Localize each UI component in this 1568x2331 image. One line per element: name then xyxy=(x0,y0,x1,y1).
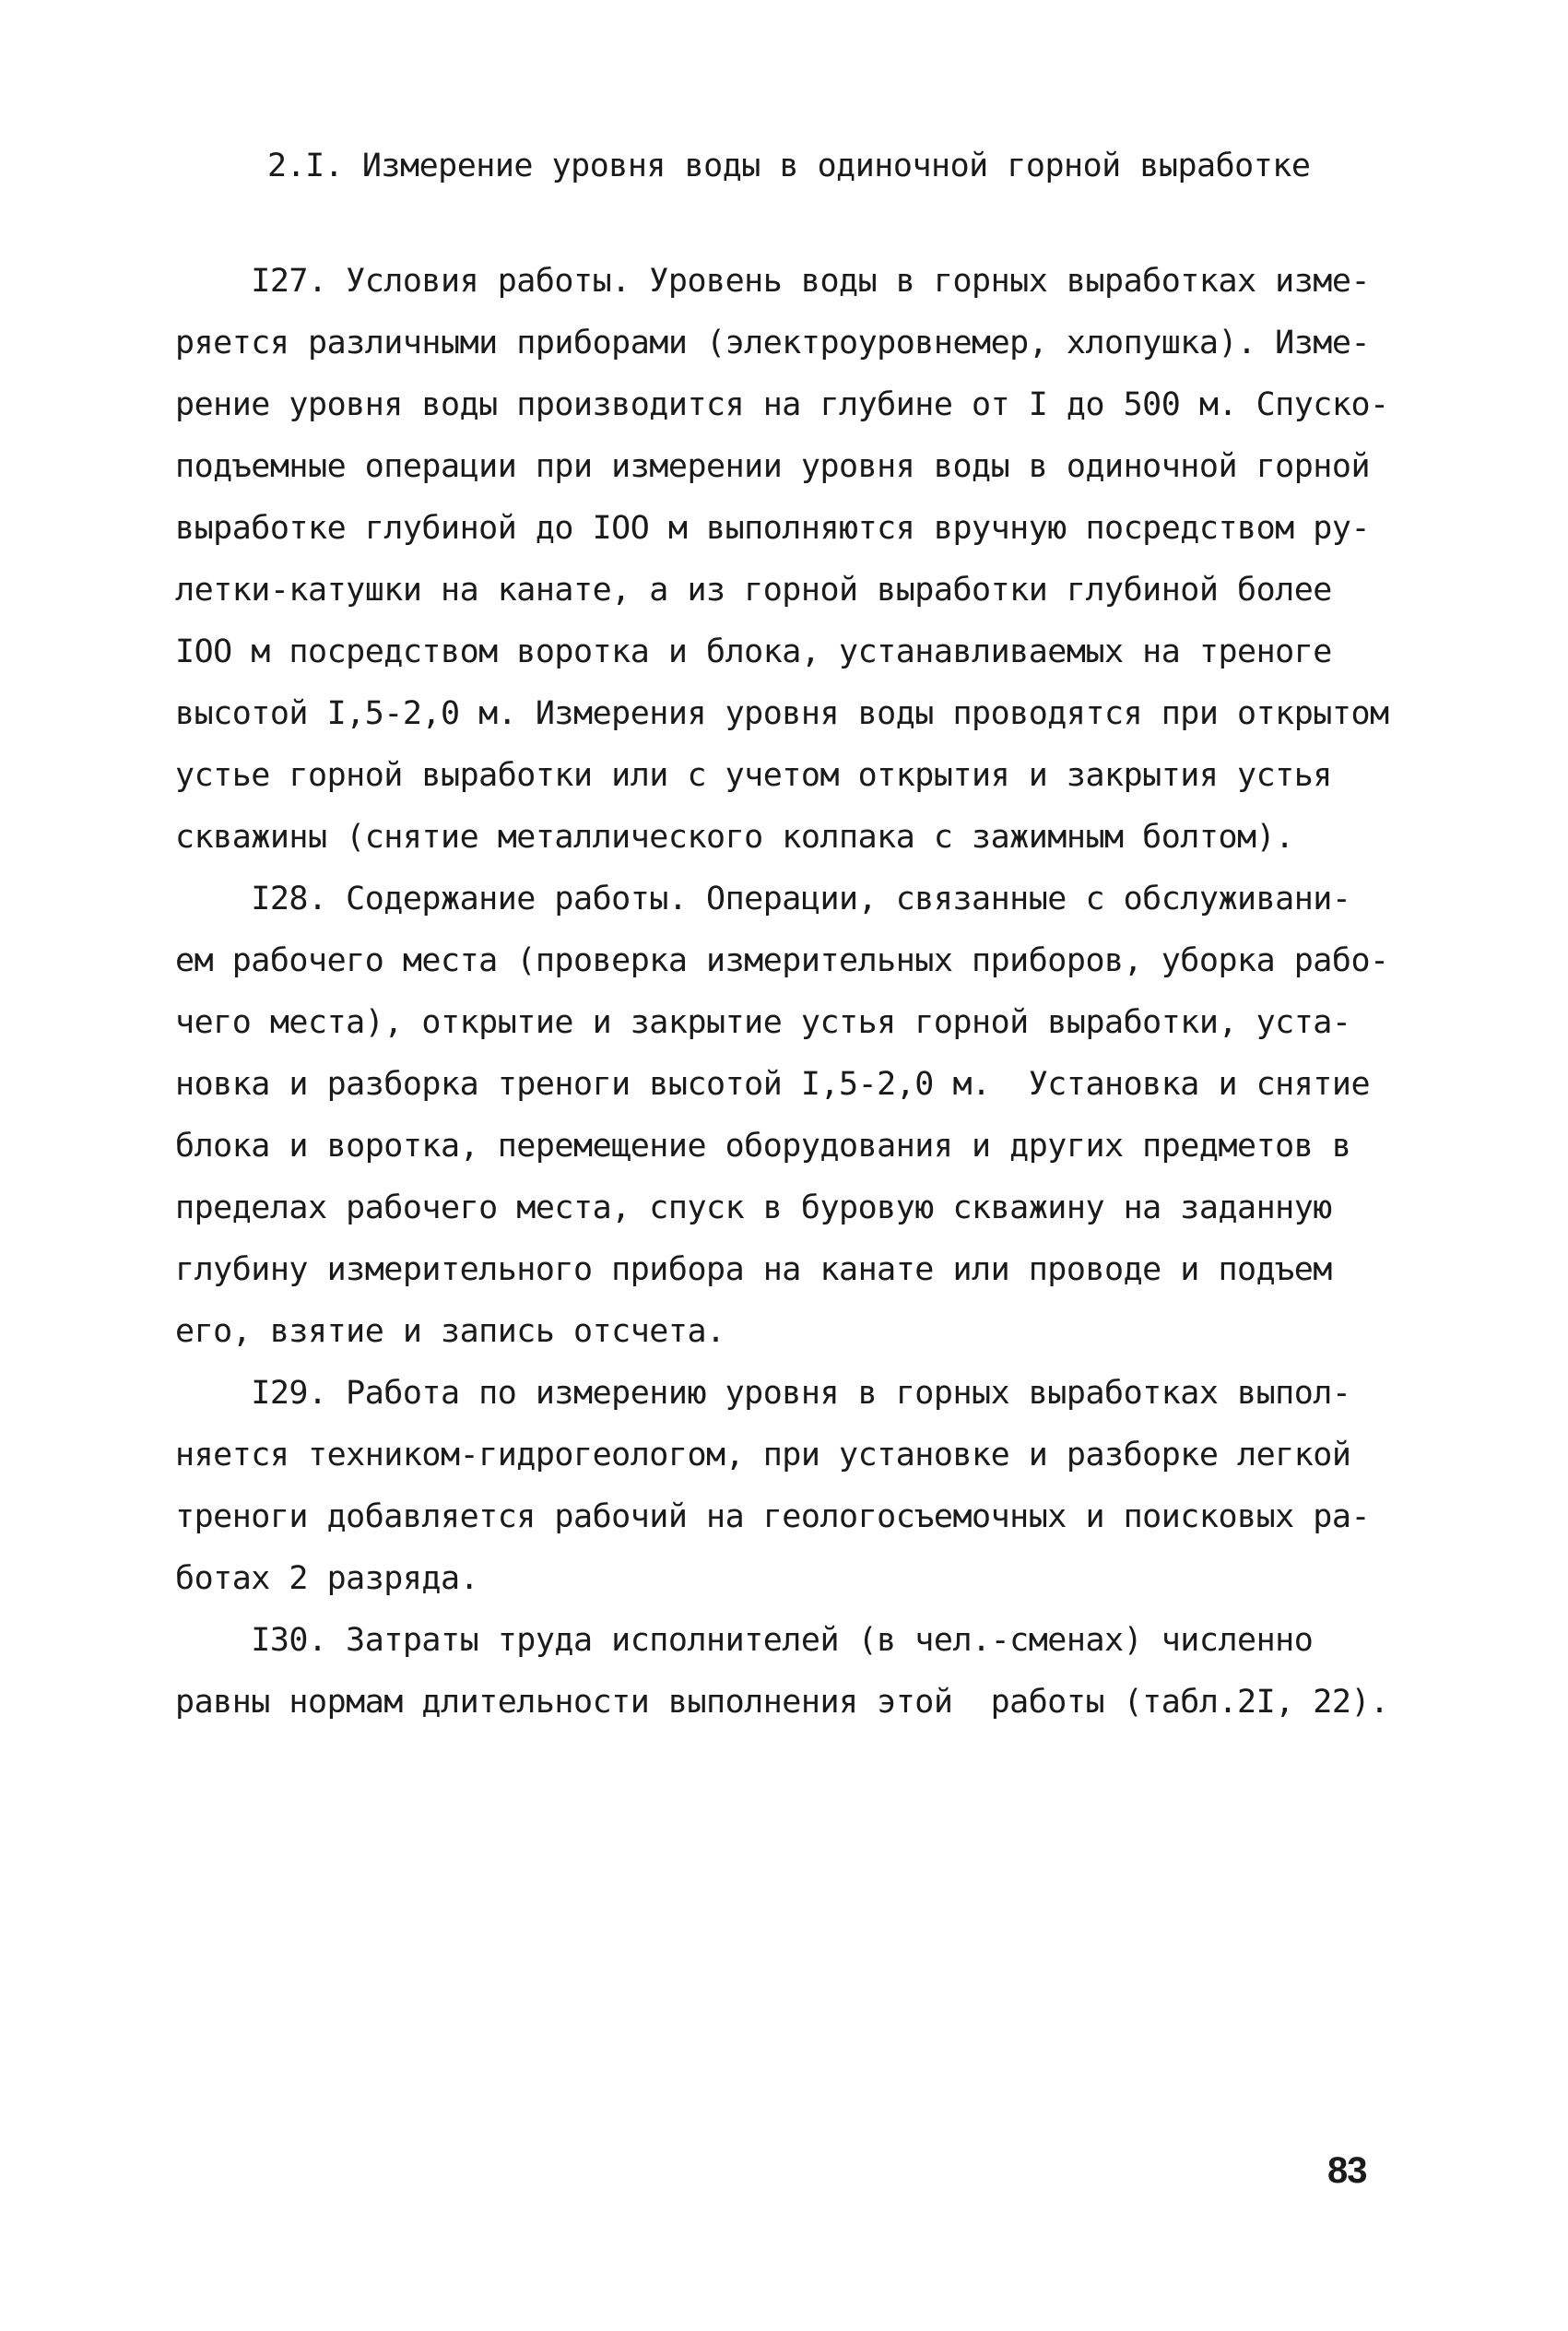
section-heading: 2.I. Измерение уровня воды в одиночной горной выработке xyxy=(267,148,1311,184)
text-line: глубину измерительного прибора на канате или проводе и подъем xyxy=(175,1251,1332,1288)
paragraph-129 xyxy=(175,1363,1410,1610)
text-line: равны нормам длительности выполнения этой работы (табл.2I, 22). xyxy=(175,1684,1389,1721)
text-line: его, взятие и запись отсчета. xyxy=(175,1313,725,1350)
text-line: ем рабочего места (проверка измерительных приборов, уборка рабо- xyxy=(175,942,1389,979)
text-line: треноги добавляется рабочий на геологосъемочных и поисковых ра- xyxy=(175,1498,1371,1535)
text-line: устье горной выработки или с учетом открытия и закрытия устья xyxy=(175,757,1332,794)
page-number: 83 xyxy=(1327,2150,1367,2191)
text-line: I29. Работа по измерению уровня в горных выработках выпол- xyxy=(175,1375,1351,1412)
text-line: I27. Условия работы. Уровень воды в горных выработках изме- xyxy=(175,263,1371,300)
text-line: няется техником-гидрогеологом, при установке и разборке легкой xyxy=(175,1437,1351,1473)
text-line: блока и воротка, перемещение оборудования и других предметов в xyxy=(175,1128,1351,1165)
text-line: чего места), открытие и закрытие устья горной выработки, уста- xyxy=(175,1004,1351,1041)
text-line: летки-катушки на канате, а из горной выработки глубиной более xyxy=(175,572,1332,609)
text-line: I28. Содержание работы. Операции, связанные с обслуживани- xyxy=(175,881,1351,917)
text-line: IOO м посредством воротка и блока, устанавливаемых на треноге xyxy=(175,633,1332,670)
paragraph-127 xyxy=(175,251,1410,869)
text-line: подъемные операции при измерении уровня воды в одиночной горной xyxy=(175,448,1371,485)
text-line: ряется различными приборами (электроуровнемер, хлопушка). Изме- xyxy=(175,325,1371,361)
text-line: выработке глубиной до IOO м выполняются вручную посредством ру- xyxy=(175,510,1371,547)
text-line: новка и разборка треноги высотой I,5-2,0 м. Установка и снятие xyxy=(175,1066,1371,1103)
text-line: пределах рабочего места, спуск в буровую скважину на заданную xyxy=(175,1189,1332,1226)
paragraph-130 xyxy=(175,1610,1410,1733)
text-line: высотой I,5-2,0 м. Измерения уровня воды проводятся при открытом xyxy=(175,695,1389,732)
text-line: I30. Затраты труда исполнителей (в чел.-сменах) численно xyxy=(175,1622,1314,1659)
paragraph-128 xyxy=(175,869,1410,1363)
text-line: рение уровня воды производится на глубине от I до 500 м. Спуско- xyxy=(175,386,1389,423)
text-line: скважины (снятие металлического колпака с зажимным болтом). xyxy=(175,819,1294,856)
text-line: ботах 2 разряда. xyxy=(175,1560,479,1597)
